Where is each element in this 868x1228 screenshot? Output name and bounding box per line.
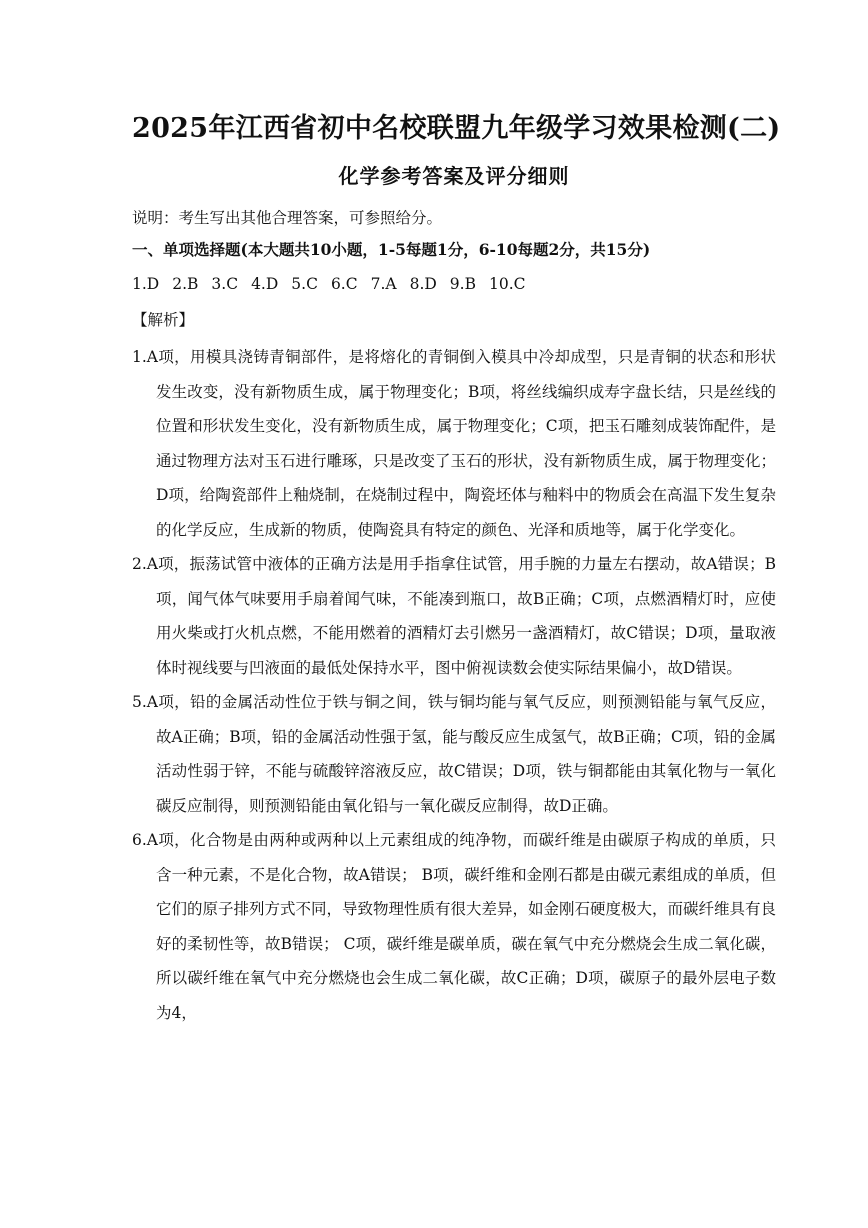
section-heading-multiple-choice: 一、单项选择题(本大题共10小题，1-5每题1分，6-10每题2分，共15分): [132, 240, 651, 259]
page-title: 2025年江西省初中名校联盟九年级学习效果检测(二): [132, 113, 781, 144]
answer-key-item: 8.D: [409, 275, 437, 293]
answer-key-item: 10.C: [488, 275, 526, 293]
answer-key-list: [132, 270, 776, 298]
page-subtitle: 化学参考答案及评分细则: [338, 164, 570, 188]
answer-key-item: 7.A: [370, 275, 397, 293]
instructions-note: 说明：考生写出其他合理答案，可参照给分。: [132, 209, 443, 227]
answer-key-item: 5.C: [291, 275, 318, 293]
answer-key-item: 9.B: [449, 275, 476, 293]
analysis-item-1: 1.A项，用模具浇铸青铜部件，是将熔化的青铜倒入模具中冷却成型，只是青铜的状态和形状发生改变，没有新物质生成，属于物理变化；B项，将丝线编织成寿字盘长结，只是丝线的位置和形状发生变化，没有新物质生成，属于物理变化；C项，把玉石雕刻成装饰配件，是通过物理方法对玉石进行雕琢，只是改变了玉石的形状，没有新物质生成，属于物理变化；D项，给陶瓷部件上釉烧制，在烧制过程中，陶瓷坯体与釉料中的物质会在高温下发生复杂的化学反应，生成新的物质，使陶瓷具有特定的颜色、光泽和质地等，属于化学变化。: [132, 348, 777, 539]
answer-key-item: 3.C: [211, 275, 239, 293]
answer-key-item: 6.C: [330, 275, 358, 293]
analysis-item-2: 2.A项，振荡试管中液体的正确方法是用手指拿住试管，用手腕的力量左右摆动，故A错误；B项，闻气体气味要用手扇着闻气味，不能凑到瓶口，故B正确；C项，点燃酒精灯时，应使用火柴或打火机点燃，不能用燃着的酒精灯去引燃另一盏酒精灯，故C错误；D项，量取液体时视线要与凹液面的最低处保持水平，图中俯视读数会使实际结果偏小，故D错误。: [132, 555, 776, 677]
answer-key-item: 2.B: [172, 275, 199, 293]
analysis-item-5: 5.A项，铅的金属活动性位于铁与铜之间，铁与铜均能与氧气反应，则预测铅能与氧气反应，故A正确；B项，铅的金属活动性强于氢，能与酸反应生成氢气，故B正确；C项，铅的金属活动性弱于锌，不能与硫酸锌溶液反应，故C错误；D项，铁与铜都能由其氧化物与一氧化碳反应制得，则预测铅能由氧化铅与一氧化碳反应制得，故D正确。: [132, 693, 776, 815]
answer-key-item: 4.D: [251, 275, 279, 293]
analysis-item-6: 6.A项，化合物是由两种或两种以上元素组成的纯净物，而碳纤维是由碳原子构成的单质，只含一种元素，不是化合物，故A错误； B项，碳纤维和金刚石都是由碳元素组成的单质，但它们的原子排列方式不同，导致物理性质有很大差异，如金刚石硬度极大，而碳纤维具有良好的柔韧性等，故B错误； C项，碳纤维是碳单质，碳在氧气中充分燃烧会生成二氧化碳，所以碳纤维在氧气中充分燃烧也会生成二氧化碳，故C正确；D项，碳原子的最外层电子数为4，: [132, 831, 777, 1022]
answer-key-item: 1.D: [132, 275, 160, 293]
analysis-label: 【解析】: [132, 311, 195, 329]
